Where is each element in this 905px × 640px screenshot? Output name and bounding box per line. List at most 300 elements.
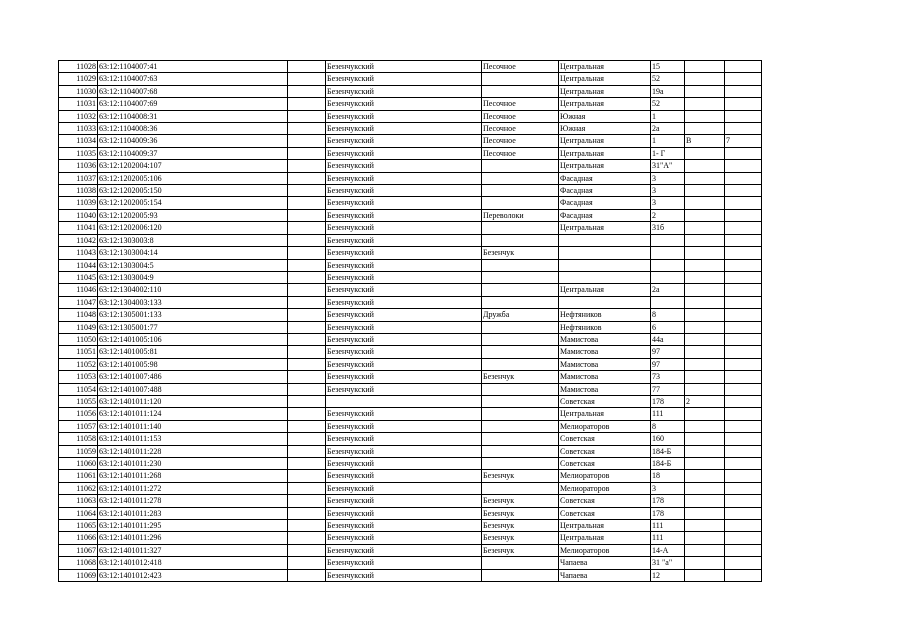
house-cell: 77 (651, 383, 685, 395)
street-cell: Нефтяников (559, 321, 651, 333)
blank-cell (288, 520, 326, 532)
apartment-cell (725, 309, 762, 321)
blank-cell (288, 544, 326, 556)
row-number-cell: 11055 (59, 395, 98, 407)
street-cell (559, 271, 651, 283)
street-cell: Мелиораторов (559, 544, 651, 556)
apartment-cell (725, 160, 762, 172)
building-cell (685, 309, 725, 321)
row-number-cell: 11040 (59, 209, 98, 221)
building-cell (685, 247, 725, 259)
row-number-cell: 11033 (59, 123, 98, 135)
cadastral-number-cell: 63:12:1401012:423 (98, 569, 288, 581)
building-cell (685, 358, 725, 370)
street-cell: Центральная (559, 532, 651, 544)
street-cell: Мамистова (559, 333, 651, 345)
cadastral-number-cell: 63:12:1401011:120 (98, 395, 288, 407)
row-number-cell: 11050 (59, 333, 98, 345)
street-cell: Советская (559, 445, 651, 457)
building-cell (685, 557, 725, 569)
apartment-cell (725, 73, 762, 85)
district-cell: Безенчукский (326, 73, 482, 85)
locality-cell (482, 296, 559, 308)
district-cell: Безенчукский (326, 520, 482, 532)
locality-cell: Безенчук (482, 495, 559, 507)
house-cell: 111 (651, 520, 685, 532)
row-number-cell: 11061 (59, 470, 98, 482)
building-cell (685, 458, 725, 470)
cadastral-number-cell: 63:12:1401011:272 (98, 482, 288, 494)
cadastral-number-cell: 63:12:1104007:63 (98, 73, 288, 85)
house-cell: 184-Б (651, 445, 685, 457)
blank-cell (288, 73, 326, 85)
table-row (59, 495, 762, 507)
district-cell: Безенчукский (326, 160, 482, 172)
blank-cell (288, 123, 326, 135)
street-cell (559, 296, 651, 308)
row-number-cell: 11034 (59, 135, 98, 147)
row-number-cell: 11057 (59, 420, 98, 432)
cadastral-number-cell: 63:12:1304002:110 (98, 284, 288, 296)
blank-cell (288, 433, 326, 445)
building-cell (685, 259, 725, 271)
locality-cell (482, 160, 559, 172)
district-cell: Безенчукский (326, 197, 482, 209)
table-row (59, 85, 762, 97)
district-cell: Безенчукский (326, 284, 482, 296)
cadastral-number-cell: 63:12:1401011:278 (98, 495, 288, 507)
house-cell (651, 259, 685, 271)
building-cell (685, 433, 725, 445)
locality-cell (482, 197, 559, 209)
apartment-cell (725, 123, 762, 135)
house-cell: 44а (651, 333, 685, 345)
blank-cell (288, 445, 326, 457)
row-number-cell: 11031 (59, 98, 98, 110)
cadastral-number-cell: 63:12:1401012:418 (98, 557, 288, 569)
row-number-cell: 11058 (59, 433, 98, 445)
cadastral-number-cell: 63:12:1401011:140 (98, 420, 288, 432)
apartment-cell (725, 371, 762, 383)
building-cell: 2 (685, 395, 725, 407)
blank-cell (288, 470, 326, 482)
cadastral-number-cell: 63:12:1202006:120 (98, 222, 288, 234)
building-cell (685, 346, 725, 358)
street-cell (559, 259, 651, 271)
street-cell: Центральная (559, 520, 651, 532)
house-cell: 178 (651, 395, 685, 407)
locality-cell (482, 408, 559, 420)
table-row (59, 73, 762, 85)
building-cell (685, 123, 725, 135)
row-number-cell: 11030 (59, 85, 98, 97)
apartment-cell (725, 259, 762, 271)
house-cell: 2а (651, 123, 685, 135)
table-row (59, 296, 762, 308)
blank-cell (288, 420, 326, 432)
table-row (59, 110, 762, 122)
table-row (59, 147, 762, 159)
blank-cell (288, 532, 326, 544)
cadastral-number-cell: 63:12:1401011:230 (98, 458, 288, 470)
district-cell: Безенчукский (326, 296, 482, 308)
row-number-cell: 11064 (59, 507, 98, 519)
district-cell: Безенчукский (326, 482, 482, 494)
row-number-cell: 11042 (59, 234, 98, 246)
apartment-cell (725, 445, 762, 457)
apartment-cell (725, 482, 762, 494)
cadastral-number-cell: 63:12:1401011:295 (98, 520, 288, 532)
row-number-cell: 11063 (59, 495, 98, 507)
cadastral-number-cell: 63:12:1104007:69 (98, 98, 288, 110)
street-cell: Южная (559, 123, 651, 135)
locality-cell: Песочное (482, 147, 559, 159)
row-number-cell: 11066 (59, 532, 98, 544)
building-cell (685, 284, 725, 296)
street-cell: Мелиораторов (559, 470, 651, 482)
district-cell: Безенчукский (326, 321, 482, 333)
table-row (59, 309, 762, 321)
building-cell (685, 495, 725, 507)
street-cell: Мамистова (559, 346, 651, 358)
locality-cell (482, 346, 559, 358)
blank-cell (288, 147, 326, 159)
locality-cell (482, 222, 559, 234)
house-cell: 8 (651, 309, 685, 321)
blank-cell (288, 482, 326, 494)
district-cell: Безенчукский (326, 222, 482, 234)
street-cell: Советская (559, 433, 651, 445)
cadastral-number-cell: 63:12:1401007:486 (98, 371, 288, 383)
row-number-cell: 11029 (59, 73, 98, 85)
house-cell: 2а (651, 284, 685, 296)
apartment-cell (725, 85, 762, 97)
row-number-cell: 11069 (59, 569, 98, 581)
row-number-cell: 11046 (59, 284, 98, 296)
table-row (59, 160, 762, 172)
blank-cell (288, 259, 326, 271)
cadastral-number-cell: 63:12:1304003:133 (98, 296, 288, 308)
district-cell: Безенчукский (326, 247, 482, 259)
table-row (59, 346, 762, 358)
street-cell: Мамистова (559, 371, 651, 383)
row-number-cell: 11060 (59, 458, 98, 470)
house-cell: 3 (651, 172, 685, 184)
cadastral-number-cell: 63:12:1104007:68 (98, 85, 288, 97)
cadastral-number-cell: 63:12:1401005:81 (98, 346, 288, 358)
district-cell: Безенчукский (326, 209, 482, 221)
building-cell (685, 197, 725, 209)
cadastral-number-cell: 63:12:1202005:106 (98, 172, 288, 184)
blank-cell (288, 495, 326, 507)
house-cell: 15 (651, 61, 685, 73)
house-cell: 6 (651, 321, 685, 333)
table-row (59, 197, 762, 209)
building-cell (685, 420, 725, 432)
street-cell (559, 234, 651, 246)
row-number-cell: 11056 (59, 408, 98, 420)
cadastral-number-cell: 63:12:1202005:93 (98, 209, 288, 221)
blank-cell (288, 234, 326, 246)
district-cell: Безенчукский (326, 532, 482, 544)
street-cell: Центральная (559, 408, 651, 420)
house-cell: 178 (651, 495, 685, 507)
cadastral-number-cell: 63:12:1202004:107 (98, 160, 288, 172)
locality-cell: Песочное (482, 135, 559, 147)
building-cell (685, 222, 725, 234)
row-number-cell: 11036 (59, 160, 98, 172)
street-cell: Центральная (559, 135, 651, 147)
house-cell: 52 (651, 73, 685, 85)
table-row (59, 61, 762, 73)
house-cell: 1 (651, 110, 685, 122)
apartment-cell (725, 234, 762, 246)
building-cell (685, 482, 725, 494)
blank-cell (288, 98, 326, 110)
house-cell (651, 271, 685, 283)
district-cell: Безенчукский (326, 333, 482, 345)
blank-cell (288, 160, 326, 172)
district-cell: Безенчукский (326, 445, 482, 457)
blank-cell (288, 309, 326, 321)
blank-cell (288, 408, 326, 420)
building-cell (685, 470, 725, 482)
table-row (59, 234, 762, 246)
row-number-cell: 11049 (59, 321, 98, 333)
apartment-cell (725, 296, 762, 308)
apartment-cell (725, 544, 762, 556)
cadastral-number-cell: 63:12:1104009:37 (98, 147, 288, 159)
house-cell: 178 (651, 507, 685, 519)
locality-cell (482, 172, 559, 184)
locality-cell: Безенчук (482, 470, 559, 482)
blank-cell (288, 209, 326, 221)
cadastral-number-cell: 63:12:1401011:153 (98, 433, 288, 445)
district-cell: Безенчукский (326, 470, 482, 482)
building-cell (685, 172, 725, 184)
district-cell: Безенчукский (326, 147, 482, 159)
blank-cell (288, 346, 326, 358)
district-cell: Безенчукский (326, 61, 482, 73)
building-cell (685, 408, 725, 420)
blank-cell (288, 383, 326, 395)
locality-cell (482, 185, 559, 197)
street-cell: Мамистова (559, 358, 651, 370)
blank-cell (288, 197, 326, 209)
building-cell (685, 371, 725, 383)
blank-cell (288, 271, 326, 283)
house-cell: 18 (651, 470, 685, 482)
blank-cell (288, 395, 326, 407)
district-cell: Безенчукский (326, 495, 482, 507)
cadastral-number-cell: 63:12:1401011:327 (98, 544, 288, 556)
row-number-cell: 11067 (59, 544, 98, 556)
building-cell (685, 544, 725, 556)
street-cell: Мелиораторов (559, 420, 651, 432)
street-cell: Центральная (559, 147, 651, 159)
table-row (59, 222, 762, 234)
apartment-cell (725, 346, 762, 358)
table-row (59, 98, 762, 110)
street-cell: Центральная (559, 85, 651, 97)
cadastral-register-table (58, 60, 762, 582)
table-row (59, 507, 762, 519)
blank-cell (288, 333, 326, 345)
locality-cell: Песочное (482, 110, 559, 122)
apartment-cell (725, 532, 762, 544)
blank-cell (288, 247, 326, 259)
locality-cell: Дружба (482, 309, 559, 321)
locality-cell (482, 259, 559, 271)
street-cell: Центральная (559, 98, 651, 110)
row-number-cell: 11065 (59, 520, 98, 532)
building-cell (685, 234, 725, 246)
table-row (59, 209, 762, 221)
blank-cell (288, 135, 326, 147)
table-row (59, 383, 762, 395)
building-cell (685, 507, 725, 519)
cadastral-number-cell: 63:12:1104009:36 (98, 135, 288, 147)
locality-cell (482, 85, 559, 97)
apartment-cell (725, 197, 762, 209)
table-row (59, 458, 762, 470)
table-row (59, 569, 762, 581)
apartment-cell (725, 209, 762, 221)
apartment-cell (725, 520, 762, 532)
street-cell: Мелиораторов (559, 482, 651, 494)
row-number-cell: 11059 (59, 445, 98, 457)
cadastral-number-cell: 63:12:1401011:296 (98, 532, 288, 544)
house-cell: 111 (651, 408, 685, 420)
table-row (59, 259, 762, 271)
row-number-cell: 11032 (59, 110, 98, 122)
row-number-cell: 11047 (59, 296, 98, 308)
building-cell: В (685, 135, 725, 147)
table-row (59, 482, 762, 494)
district-cell: Безенчукский (326, 259, 482, 271)
district-cell: Безенчукский (326, 123, 482, 135)
blank-cell (288, 296, 326, 308)
street-cell: Советская (559, 458, 651, 470)
house-cell: 8 (651, 420, 685, 432)
house-cell: 160 (651, 433, 685, 445)
district-cell: Безенчукский (326, 408, 482, 420)
apartment-cell (725, 185, 762, 197)
street-cell: Центральная (559, 73, 651, 85)
apartment-cell (725, 433, 762, 445)
locality-cell (482, 433, 559, 445)
apartment-cell (725, 321, 762, 333)
cadastral-number-cell: 63:12:1305001:77 (98, 321, 288, 333)
blank-cell (288, 61, 326, 73)
street-cell: Южная (559, 110, 651, 122)
table-row (59, 135, 762, 147)
district-cell: Безенчукский (326, 544, 482, 556)
apartment-cell: 7 (725, 135, 762, 147)
locality-cell (482, 321, 559, 333)
cadastral-number-cell: 63:12:1303003:8 (98, 234, 288, 246)
blank-cell (288, 85, 326, 97)
apartment-cell (725, 470, 762, 482)
table-row (59, 358, 762, 370)
building-cell (685, 520, 725, 532)
district-cell (326, 395, 482, 407)
apartment-cell (725, 395, 762, 407)
house-cell: 14-А (651, 544, 685, 556)
district-cell: Безенчукский (326, 569, 482, 581)
district-cell: Безенчукский (326, 420, 482, 432)
cadastral-number-cell: 63:12:1104008:31 (98, 110, 288, 122)
house-cell (651, 247, 685, 259)
table-row (59, 470, 762, 482)
table-row (59, 271, 762, 283)
street-cell: Чапаева (559, 557, 651, 569)
locality-cell: Безенчук (482, 520, 559, 532)
locality-cell (482, 383, 559, 395)
blank-cell (288, 458, 326, 470)
table-row (59, 371, 762, 383)
district-cell: Безенчукский (326, 458, 482, 470)
building-cell (685, 532, 725, 544)
house-cell: 97 (651, 346, 685, 358)
house-cell: 2 (651, 209, 685, 221)
locality-cell (482, 271, 559, 283)
table-row (59, 433, 762, 445)
table-row (59, 321, 762, 333)
district-cell: Безенчукский (326, 433, 482, 445)
district-cell: Безенчукский (326, 507, 482, 519)
locality-cell: Безенчук (482, 532, 559, 544)
table-row (59, 395, 762, 407)
district-cell: Безенчукский (326, 135, 482, 147)
house-cell: 1 (651, 135, 685, 147)
street-cell: Фасадная (559, 197, 651, 209)
house-cell: 3 (651, 185, 685, 197)
street-cell: Фасадная (559, 185, 651, 197)
district-cell: Безенчукский (326, 172, 482, 184)
apartment-cell (725, 569, 762, 581)
apartment-cell (725, 458, 762, 470)
district-cell: Безенчукский (326, 98, 482, 110)
cadastral-number-cell: 63:12:1303004:14 (98, 247, 288, 259)
building-cell (685, 383, 725, 395)
apartment-cell (725, 408, 762, 420)
locality-cell (482, 569, 559, 581)
locality-cell: Песочное (482, 98, 559, 110)
street-cell: Советская (559, 495, 651, 507)
cadastral-number-cell: 63:12:1401011:268 (98, 470, 288, 482)
building-cell (685, 569, 725, 581)
table-row (59, 333, 762, 345)
apartment-cell (725, 284, 762, 296)
row-number-cell: 11052 (59, 358, 98, 370)
table-row (59, 520, 762, 532)
house-cell: 19а (651, 85, 685, 97)
district-cell: Безенчукский (326, 346, 482, 358)
cadastral-number-cell: 63:12:1303004:5 (98, 259, 288, 271)
building-cell (685, 110, 725, 122)
cadastral-number-cell: 63:12:1104008:36 (98, 123, 288, 135)
row-number-cell: 11048 (59, 309, 98, 321)
building-cell (685, 333, 725, 345)
building-cell (685, 445, 725, 457)
cadastral-number-cell: 63:12:1401007:488 (98, 383, 288, 395)
blank-cell (288, 371, 326, 383)
blank-cell (288, 222, 326, 234)
apartment-cell (725, 61, 762, 73)
house-cell: 73 (651, 371, 685, 383)
apartment-cell (725, 383, 762, 395)
